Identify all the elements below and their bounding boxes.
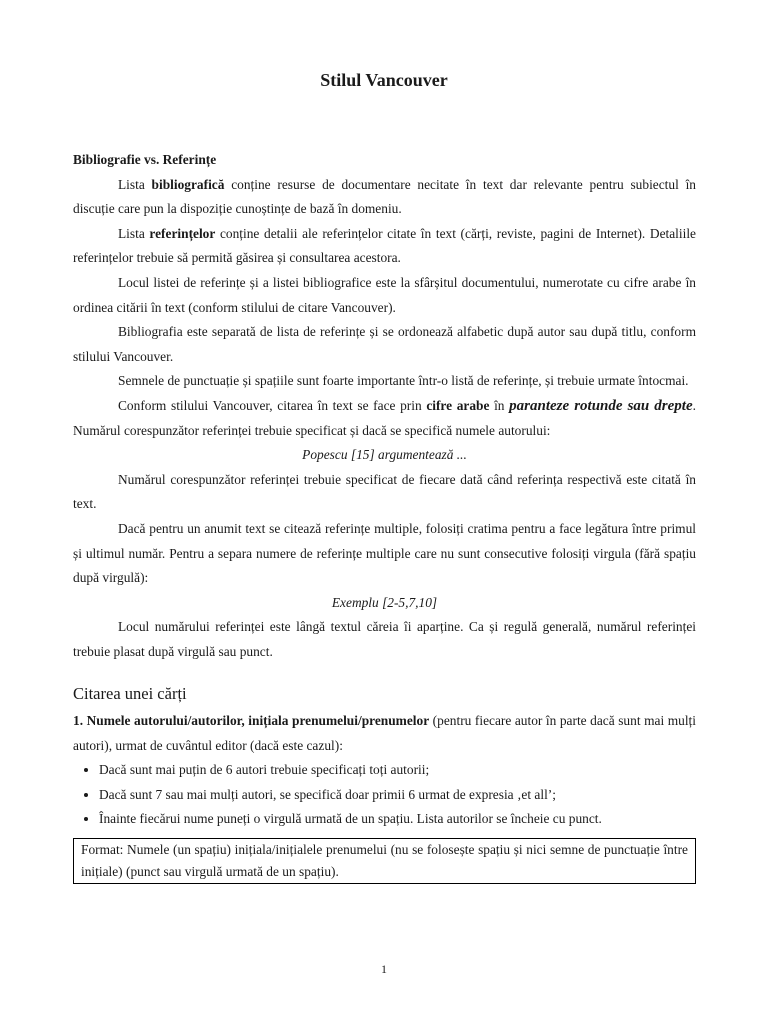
example-citation-2: Exemplu [2-5,7,10] [331, 594, 438, 610]
list-item: • Dacă sunt 7 sau mai mulți autori, se specifică doar primii 6 urmat de expresia ‚et all’; [99, 783, 696, 808]
format-box: Format: Numele (un spațiu) inițiala/inițialele prenumelui (nu se folosește spațiu și nici semne de punctuație între inițiale) (punct sau virgulă urmată de un spațiu). [73, 838, 696, 884]
paragraph-8: Dacă pentru un anumit text se citează referințe multiple, folosiți cratima pentru a face legătura între primul și ultimul număr. Pentru a separa numere de referințe multiple care nu sunt consecutive folosiți virgula (fără spațiu după virgulă): [73, 520, 696, 586]
paragraph-7: Numărul corespunzător referinței trebuie specificat de fiecare dată când referința respectivă este citată în text. [73, 471, 696, 512]
paragraph-3: Locul listei de referințe și a listei bibliografice este la sfârșitul documentului, numerotate cu cifre arabe în ordinea citării în text (conform stilului de citare Vancouver). [73, 274, 696, 315]
section-title-citarea: Citarea unei cărți [73, 684, 187, 704]
list-item: • Înainte fiecărui nume puneți o virgulă urmată de un spațiu. Lista autorilor se încheie cu punct. [99, 807, 696, 832]
page-number: 1 [381, 962, 387, 976]
paragraph-1: Lista bibliografică conține resurse de documentare necitate în text dar relevante pentru subiectul în discuție care pun la dispoziție cunoștințe de bază în domeniu. [73, 176, 696, 217]
subheading-bibliografie: Bibliografie vs. Referințe [73, 152, 217, 167]
page-title: Stilul Vancouver [320, 70, 448, 90]
example-citation-1: Popescu [15] argumentează ... [302, 447, 467, 463]
paragraph-5: Semnele de punctuație și spațiile sunt foarte importante într-o listă de referințe, și trebuie urmate întocmai. [118, 373, 689, 389]
paragraph-2: Lista referințelor conține detalii ale referințelor citate în text (cărți, reviste, pagini de Internet). Detaliile referințelor trebuie să permită găsirea și consultarea acestora. [73, 225, 696, 266]
list-item: • Dacă sunt mai puțin de 6 autori trebuie specificați toți autorii; [99, 758, 696, 783]
paragraph-9: Locul numărului referinței este lângă textul căreia îi aparține. Ca și regulă generală, numărul referinței trebuie plasat după virgulă sau punct. [73, 619, 696, 659]
paragraph-6: Conform stilului Vancouver, citarea în text se face prin cifre arabe în paranteze rotunde sau drepte. Numărul corespunzător referinței trebuie specificat și dacă se specifică numele autorului: [73, 397, 696, 438]
document-body [73, 148, 696, 884]
paragraph-4: Bibliografia este separată de lista de referințe și se ordonează alfabetic după autor sau după titlu, conform stilului Vancouver. [73, 324, 696, 364]
numbered-item-1: 1. Numele autorului/autorilor, inițiala prenumelui/prenumelor (pentru fiecare autor în parte dacă sunt mai mulți autori), urmat de cuvântul editor (dacă este cazul): [73, 713, 696, 753]
bullet-list [73, 758, 696, 832]
